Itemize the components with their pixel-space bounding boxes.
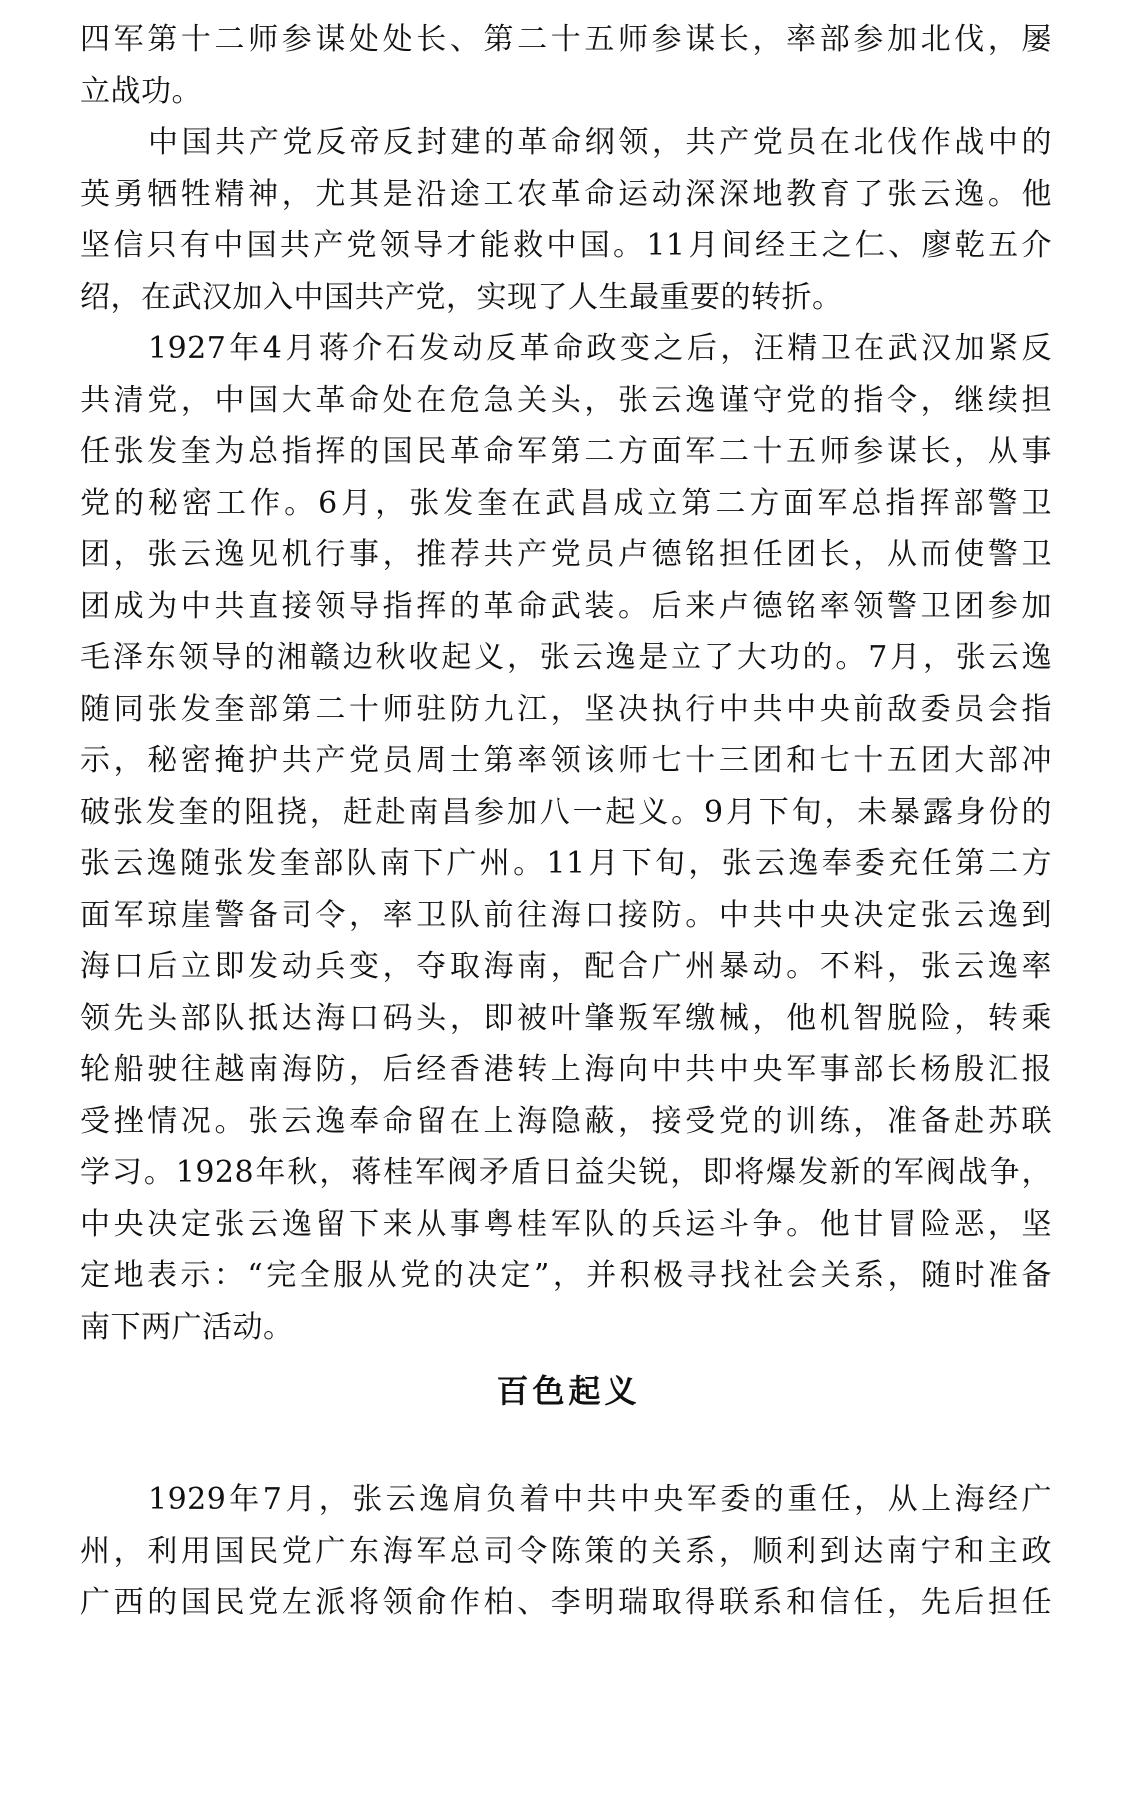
text-line: 毛泽东领导的湘赣边秋收起义，张云逸是立了大功的。7月，张云逸	[80, 640, 1052, 675]
text-line: 四军第十二师参谋处处长、第二十五师参谋长，率部参加北伐，屡	[80, 22, 1052, 57]
text-line: 破张发奎的阻挠，赶赴南昌参加八一起义。9月下旬，未暴露身份的	[80, 794, 1052, 830]
text-line: 轮船驶往越南海防，后经香港转上海向中共中央军事部长杨殷汇报	[80, 1052, 1052, 1087]
text-line: 海口后立即发动兵变，夺取海南，配合广州暴动。不料，张云逸率	[80, 949, 1052, 984]
text-line: 南下两广活动。	[80, 1309, 294, 1345]
text-line: 面军琼崖警备司令，率卫队前往海口接防。中共中央决定张云逸到	[80, 897, 1052, 933]
text-line: 1929年7月，张云逸肩负着中共中央军委的重任，从上海经广	[148, 1482, 1052, 1517]
text-line: 州，利用国民党广东海军总司令陈策的关系，顺利到达南宁和主政	[80, 1533, 1052, 1569]
text-line: 立战功。	[80, 73, 202, 109]
section-two-text	[80, 1474, 1052, 1629]
text-line: 中国共产党反帝反封建的革命纲领，共产党员在北伐作战中的	[148, 125, 1052, 160]
text-line: 坚信只有中国共产党领导才能救中国。11月间经王之仁、廖乾五介	[80, 228, 1052, 263]
text-line: 广西的国民党左派将领俞作柏、李明瑞取得联系和信任，先后担任	[80, 1585, 1052, 1620]
text-line: 绍，在武汉加入中国共产党，实现了人生最重要的转折。	[80, 279, 843, 315]
text-line: 张云逸随张发奎部队南下广州。11月下旬，张云逸奉委充任第二方	[80, 846, 1052, 881]
text-line: 学习。1928年秋，蒋桂军阀矛盾日益尖锐，即将爆发新的军阀战争，	[80, 1155, 1052, 1190]
text-line: 示，秘密掩护共产党员周士第率领该师七十三团和七十五团大部冲	[80, 743, 1052, 778]
text-line: 受挫情况。张云逸奉命留在上海隐蔽，接受党的训练，准备赴苏联	[80, 1103, 1052, 1139]
text-line: 团成为中共直接领导指挥的革命武装。后来卢德铭率领警卫团参加	[80, 588, 1052, 624]
text-line: 任张发奎为总指挥的国民革命军第二方面军二十五师参谋长，从事	[80, 434, 1052, 469]
text-line: 党的秘密工作。6月，张发奎在武昌成立第二方面军总指挥部警卫	[80, 485, 1052, 521]
text-line: 领先头部队抵达海口码头，即被叶肇叛军缴械，他机智脱险，转乘	[80, 1000, 1052, 1036]
text-line: 团，张云逸见机行事，推荐共产党员卢德铭担任团长，从而使警卫	[80, 537, 1052, 572]
text-line: 中央决定张云逸留下来从事粤桂军队的兵运斗争。他甘冒险恶，坚	[80, 1206, 1052, 1242]
section-one-text	[80, 14, 1052, 1353]
text-line: 随同张发奎部第二十师驻防九江，坚决执行中共中央前敌委员会指	[80, 691, 1052, 727]
text-line: 共清党，中国大革命处在危急关头，张云逸谨守党的指令，继续担	[80, 382, 1052, 418]
text-line: 1927年4月蒋介石发动反革命政变之后，汪精卫在武汉加紧反	[148, 331, 1052, 366]
text-line: 英勇牺牲精神，尤其是沿途工农革命运动深深地教育了张云逸。他	[80, 176, 1052, 212]
text-line: 定地表示：“完全服从党的决定”，并积极寻找社会关系，随时准备	[80, 1258, 1052, 1293]
section-heading: 百色起义	[496, 1372, 641, 1410]
